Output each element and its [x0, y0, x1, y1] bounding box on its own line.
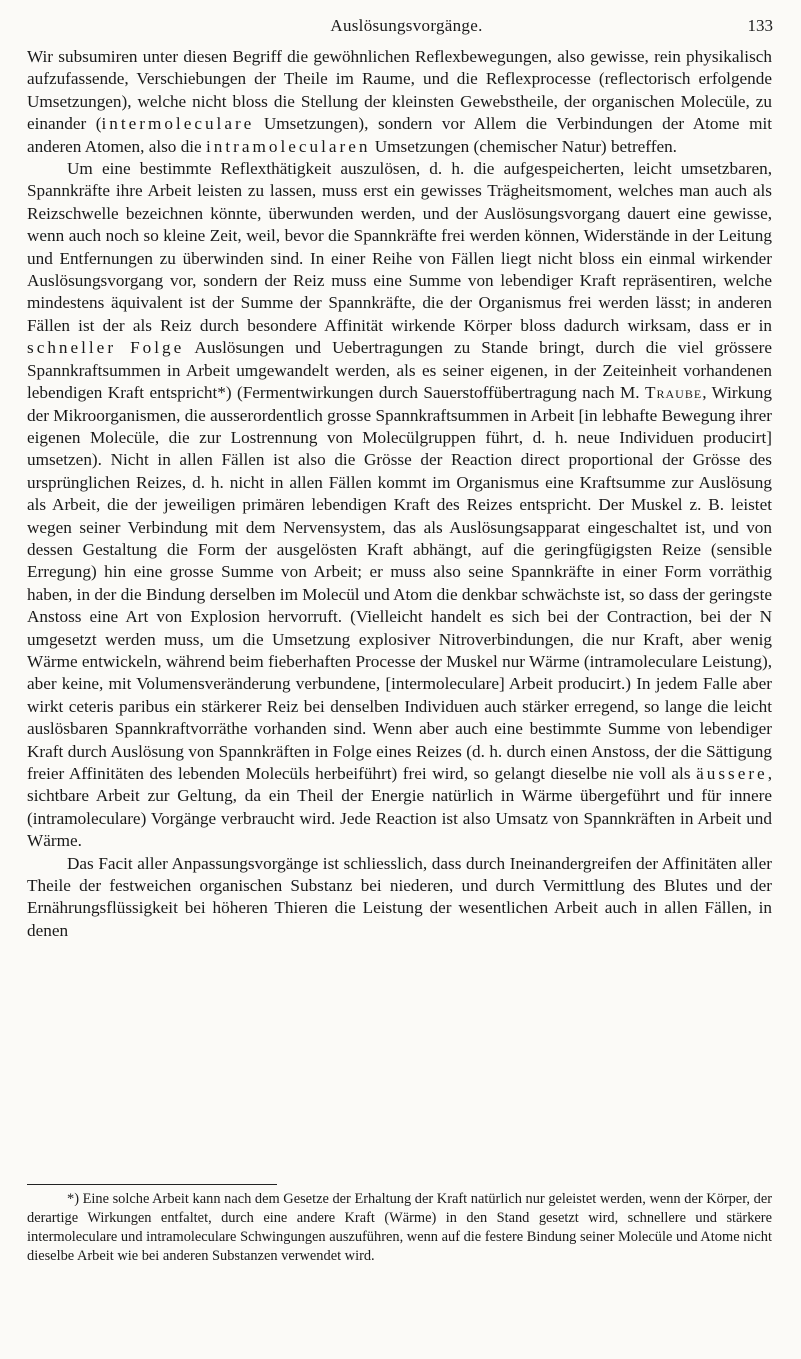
paragraph	[27, 46, 772, 158]
paragraph-text: Umsetzungen), sondern vor Allem die Verbindungen der Atome mit anderen Atomen, also die	[27, 114, 772, 156]
emphasized-text: äussere	[696, 764, 768, 783]
paragraph	[27, 853, 772, 943]
running-header	[40, 16, 773, 38]
running-title: Auslösungsvorgänge.	[330, 16, 483, 35]
paragraph-text: Das Facit aller Anpassungsvorgänge ist schliesslich, dass durch Ineinandergreifen der Affinitäten aller Theile der festweichen organischen Substanz bei niederen, und durch Vermittlung des Blutes und der Ernährungsflüssigkeit bei höheren Thieren die Leistung der wesentlichen Arbeit auch in allen Fällen, in denen	[27, 853, 772, 940]
main-text	[27, 46, 772, 942]
paragraph-text: Umsetzungen (chemischer Natur) betreffen.	[370, 136, 677, 156]
emphasized-text: intermoleculare	[101, 114, 255, 134]
page-number: 133	[747, 16, 773, 35]
paragraph	[27, 158, 772, 853]
footnote-separator	[27, 1184, 277, 1185]
paragraph-text: Auslösungen und Uebertragungen zu Stande bringt, durch die viel grössere Spannkraftsummen in Arbeit umgewandelt werden, als es seiner eigenen, in der Zeiteinheit vorhandenen lebendigen Kraft entspricht*) (Fermentwirkungen durch Sauerstoffübertragung nach M.	[27, 338, 773, 403]
emphasized-text: intramolecularen	[205, 136, 371, 156]
footnote: *) Eine solche Arbeit kann nach dem Gesetze der Erhaltung der Kraft natürlich nur geleistet werden, wenn der Körper, der derartige Wirkungen entfaltet, durch eine andere Kraft (Wärme) in den Stand gesetzt wird, schnellere und stärkere intermoleculare und intramoleculare Schwingungen auszuführen, wenn auf die festere Bindung seiner Molecüle und Atome nicht dieselbe Arbeit wie bei anderen Substanzen verwendet wird.	[27, 1191, 772, 1264]
emphasized-text: schneller Folge	[27, 338, 185, 358]
paragraph-text: Wir subsumiren unter diesen Begriff die gewöhnlichen Reflexbewegungen, also gewisse, rein physikalisch aufzufassende, Verschiebungen der Theile im Raume, und die Reflexprocesse (reflectorisch erfolgende Umsetzungen), welche nicht bloss die Stellung der kleinsten Gewebstheile, der organischen Molecüle, zu einander (	[27, 47, 772, 134]
paragraph-text: , sichtbare Arbeit zur Geltung, da ein Theil der Energie natürlich in Wärme übergeführt und für innere (intramoleculare) Vorgänge verbraucht wird. Jede Reaction ist also Umsatz von Spannkräften in Arbeit und Wärme.	[27, 764, 772, 851]
paragraph-text: Um eine bestimmte Reflexthätigkeit auszulösen, d. h. die aufgespeicherten, leicht umsetzbaren, Spannkräfte ihre Arbeit leisten zu lassen, muss erst ein gewisses Trägheitsmoment, welches man auch als Reizschwelle bezeichnen könnte, überwunden werden, und der Auslösungsvorgang dauert eine gewisse, wenn auch noch so kleine Zeit, weil, bevor die Spannkräfte frei werden können, Widerstände in der Leitung und Entfernungen zu überwinden sind. In einer Reihe von Fällen liegt nicht bloss ein einmal wirkender Auslösungsvorgang vor, sondern der Reiz muss eine Summe von lebendiger Kraft repräsentiren, welche mindestens äquivalent ist der Summe der Spannkräfte, die der Organismus frei werden lässt; in anderen Fällen ist der als Reiz durch besondere Affinität wirkende Körper bloss dadurch wirksam, dass er in	[27, 159, 772, 335]
emphasized-text: Traube	[645, 383, 703, 403]
paragraph-text: , Wirkung der Mikroorganismen, die ausserordentlich grosse Spannkraftsummen in Arbeit [in lebhafte Bewegung ihrer eigenen Molecüle, die zur Lostrennung von Molecülgruppen führt, d. h. neue Individuen producirt] umsetzen). Nicht in allen Fällen ist also die Grösse der Reaction direct proportional der Grösse des ursprünglichen Reizes, d. h. nicht in allen Fällen kommt im Organismus eine Kraftsumme zur Auslösung als Arbeit, die der jeweiligen primären lebendigen Kraft des Reizes entspricht. Der Muskel z. B. leistet wegen seiner Verbindung mit dem Nervensystem, das als Auslösungsapparat eingeschaltet ist, und von dessen Gestaltung die Form der ausgelösten Kraft abhängt, auf die geringfügigsten Reize (sensible Erregung) hin eine grosse Summe von Arbeit; er muss also seine Spannkräfte in einer Form vorräthig haben, in der die Bindung derselben im Molecül und Atom die denkbar schwächste ist, so dass der geringste Anstoss eine Art von Explosion hervorruft. (Vielleicht handelt es sich bei der Contraction, bei der N umgesetzt werden muss, um die Umsetzung explosiver Nitroverbindungen, die nur Kraft, aber wenig Wärme entwickeln, während beim fieberhaften Processe der Muskel nur Wärme (intramoleculare Leistung), aber keine, mit Volumensveränderung verbundene, [intermoleculare] Arbeit producirt.) In jedem Falle aber wirkt ceteris paribus ein stärkerer Reiz bei denselben Individuen auch stärker erregend, so lange die leicht auslösbaren Spannkraftvorräthe vorhanden sind. Wenn aber auch eine bestimmte Summe von lebendiger Kraft durch Auslösung von Spannkräften in Folge eines Reizes (d. h. durch einen Anstoss, der die Sättigung freier Affinitäten des lebenden Molecüls herbeiführt) frei wird, so gelangt dieselbe nie voll als	[27, 383, 772, 783]
